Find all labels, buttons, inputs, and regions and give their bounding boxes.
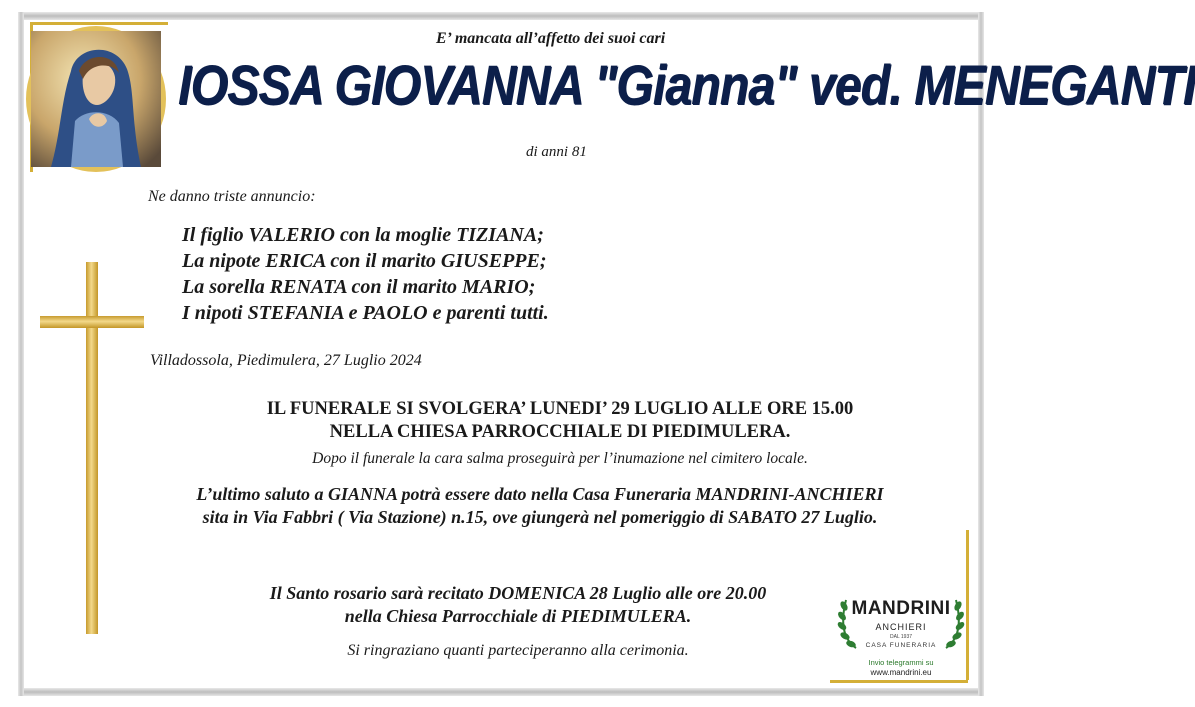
thanks-line: Si ringraziano quanti parteciperanno alla cerimonia.	[347, 642, 689, 659]
family-line: La sorella RENATA con il marito MARIO;	[182, 276, 536, 298]
gold-accent-top	[32, 22, 168, 25]
logo-kind: CASA FUNERARIA	[865, 642, 937, 649]
family-line: La nipote ERICA con il marito GIUSEPPE;	[182, 250, 547, 272]
funeral-home-logo	[834, 592, 968, 678]
greeting-line: L’ultimo saluto a GIANNA potrà essere dato nella Casa Funeraria MANDRINI-ANCHIERI	[196, 484, 884, 504]
logo-name: MANDRINI	[851, 598, 951, 619]
madonna-portrait-illustration	[31, 31, 161, 167]
family-line: I nipoti STEFANIA e PAOLO e parenti tutti.	[182, 302, 549, 324]
family-list	[182, 222, 549, 326]
deceased-name: IOSSA GIOVANNA "Gianna" ved. MENEGANTI	[178, 53, 1195, 116]
cross-horizontal-bar	[40, 316, 144, 328]
funeral-info	[200, 398, 920, 444]
logo-since: DAL 1937	[889, 634, 913, 640]
frame-border-bottom	[18, 688, 984, 696]
after-funeral-note: Dopo il funerale la cara salma proseguirà per l’inumazione nel cimitero locale.	[312, 450, 808, 467]
funeral-line: NELLA CHIESA PARROCCHIALE DI PIEDIMULERA.	[329, 422, 791, 442]
gold-accent-bottom	[830, 680, 968, 683]
announce-line: Ne danno triste annuncio:	[148, 188, 316, 205]
greeting-line: sita in Via Fabbri ( Via Stazione) n.15, ove giungerà nel pomeriggio di SABATO 27 Luglio.	[202, 507, 878, 527]
rosary-info	[178, 582, 858, 628]
frame-border-top	[18, 12, 984, 20]
rosary-line: Il Santo rosario sarà recitato DOMENICA 28 Luglio alle ore 20.00	[269, 583, 767, 603]
intro-line: E’ mancata all’affetto dei suoi cari	[436, 30, 666, 47]
place-date: Villadossola, Piedimulera, 27 Luglio 2024	[150, 352, 422, 369]
logo-subtitle: ANCHIERI	[875, 622, 927, 632]
funeral-line: IL FUNERALE SI SVOLGERA’ LUNEDI’ 29 LUGLIO ALLE ORE 15.00	[266, 399, 854, 419]
frame-border-left	[18, 12, 24, 696]
deceased-age: di anni 81	[526, 144, 587, 160]
family-line: Il figlio VALERIO con la moglie TIZIANA;	[182, 224, 544, 246]
madonna-portrait-image	[26, 26, 166, 172]
greeting-info	[120, 483, 960, 529]
logo-telegram-note: Invio telegrammi su	[868, 658, 934, 667]
logo-website: www.mandrini.eu	[870, 668, 932, 677]
rosary-line: nella Chiesa Parrocchiale di PIEDIMULERA.	[344, 606, 692, 626]
